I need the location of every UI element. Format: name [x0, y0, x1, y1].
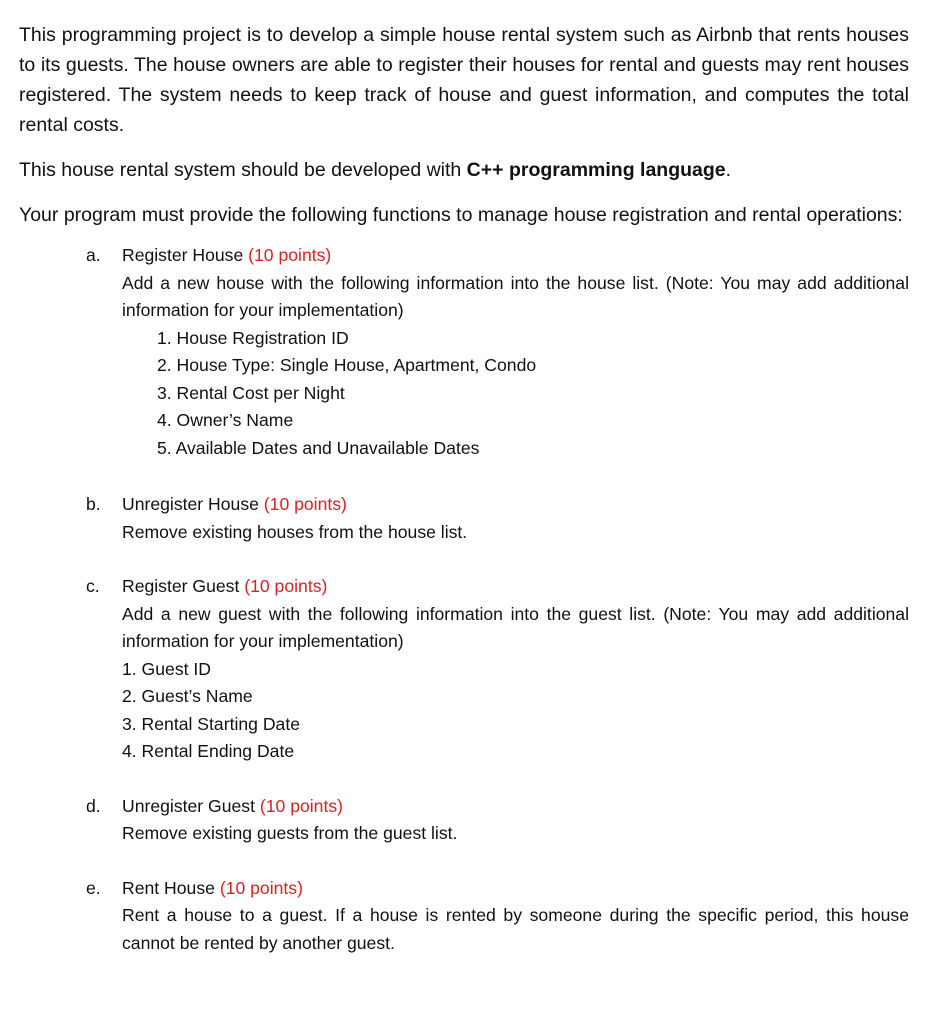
section-description: Rent a house to a guest. If a house is rented by someone during the specific period, this house cannot be rented by another guest. — [122, 905, 909, 953]
list-item: 2. House Type: Single House, Apartment, Condo — [157, 355, 537, 375]
list-item: 1. Guest ID — [122, 658, 211, 679]
functions-intro: Your program must provide the following functions to manage house registration and rental operations: — [19, 204, 903, 226]
points-label: (10 points) — [244, 576, 328, 596]
points-label: (10 points) — [259, 795, 343, 816]
list-item: 3. Rental Starting Date — [122, 713, 300, 734]
section-marker: e. — [86, 877, 101, 898]
language-text-before: This house rental system should be developed with — [19, 159, 467, 181]
section-marker: b. — [86, 494, 101, 514]
section-unregister-house — [19, 491, 909, 546]
section-description: Add a new guest with the following information into the guest list. (Note: You may add additional information for your implementation) — [122, 603, 909, 651]
section-title: Register House — [122, 245, 244, 265]
spacer — [19, 462, 909, 491]
list-item: 1. House Registration ID — [157, 327, 349, 348]
section-description: Remove existing houses from the house list. — [122, 521, 468, 542]
spacer — [19, 546, 909, 573]
section-heading — [122, 875, 909, 903]
list-item: 4. Owner’s Name — [157, 410, 294, 430]
section-title: Rent House — [122, 877, 215, 898]
spacer — [19, 848, 909, 875]
list-item: 3. Rental Cost per Night — [157, 382, 345, 403]
language-name: C++ programming language — [466, 159, 726, 181]
points-label: (10 points) — [263, 494, 347, 514]
section-heading — [122, 491, 909, 519]
document-page — [19, 20, 909, 957]
language-requirement — [19, 155, 909, 185]
section-heading — [122, 573, 909, 601]
section-unregister-guest — [19, 793, 909, 848]
language-text-after: . — [725, 159, 732, 181]
points-label: (10 points) — [219, 877, 303, 898]
section-heading — [122, 242, 909, 270]
section-title: Unregister House — [122, 494, 259, 514]
section-heading — [122, 793, 909, 821]
list-item: 4. Rental Ending Date — [122, 741, 295, 761]
points-label: (10 points) — [248, 245, 332, 265]
section-marker: a. — [86, 245, 101, 265]
guest-fields-list — [122, 656, 909, 766]
house-fields-list — [122, 325, 909, 463]
section-register-guest — [19, 573, 909, 766]
section-register-house — [19, 242, 909, 462]
section-title: Register Guest — [122, 576, 240, 596]
spacer — [19, 766, 909, 793]
list-item: 2. Guest’s Name — [122, 686, 253, 706]
section-marker: d. — [86, 795, 101, 816]
section-marker: c. — [86, 576, 100, 596]
section-description: Add a new house with the following information into the house list. (Note: You may add additional information for your implementation) — [122, 272, 909, 320]
section-rent-house — [19, 875, 909, 958]
section-title: Unregister Guest — [122, 795, 255, 816]
intro-paragraph: This programming project is to develop a simple house rental system such as Airbnb that rents houses to its guests. The house owners are able to register their houses for rental and guests may rent houses registered. The system needs to keep track of house and guest information, and computes the total rental costs. — [19, 24, 909, 136]
section-description: Remove existing guests from the guest list. — [122, 823, 458, 843]
list-item: 5. Available Dates and Unavailable Dates — [157, 437, 480, 458]
